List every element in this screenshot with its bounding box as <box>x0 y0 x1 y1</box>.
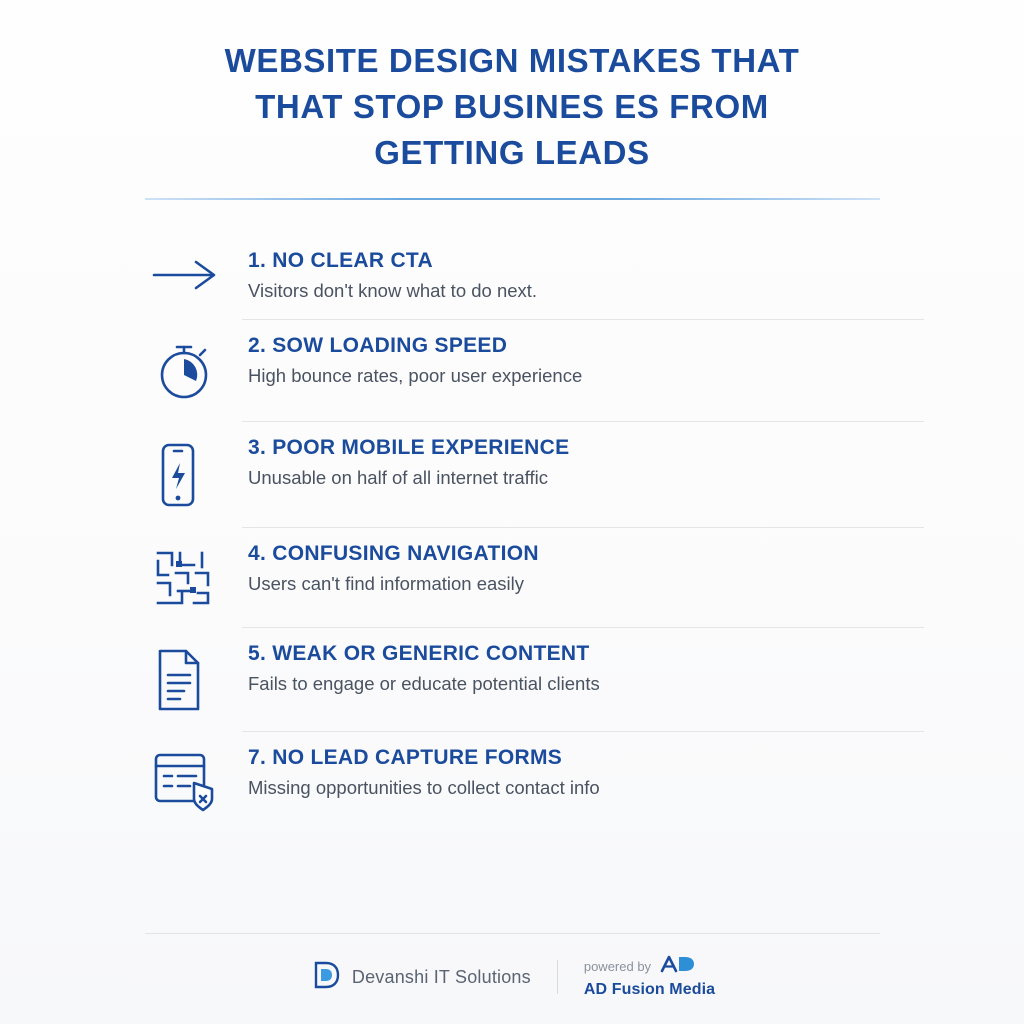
list-item-title: 5. WEAK OR GENERIC CONTENT <box>248 642 590 665</box>
list-item-desc: Fails to engage or educate potential clients <box>248 673 600 694</box>
list-item-desc: Visitors don't know what to do next. <box>248 280 538 301</box>
ad-logo <box>659 954 699 980</box>
powered-by-name: AD Fusion Media <box>583 981 716 998</box>
list-item-desc: Missing opportunities to collect contact info <box>248 777 600 798</box>
page-title-line-1: WEBSITE DESIGN MISTAKES THAT <box>224 42 800 79</box>
maze-icon <box>150 541 242 611</box>
list-item <box>150 627 928 731</box>
page-title-line-2: THAT STOP BUSINES ES FROM <box>255 88 769 125</box>
list-item-title: 3. POOR MOBILE EXPERIENCE <box>248 436 570 459</box>
mobile-phone-icon <box>150 435 242 511</box>
title-divider <box>145 198 880 200</box>
devanshi-d-logo <box>309 958 343 997</box>
list-item-title: 2. SOW LOADING SPEED <box>248 334 508 357</box>
brand-block <box>309 958 531 997</box>
footer-divider <box>145 933 880 934</box>
list-item-title: 1. NO CLEAR CTA <box>248 249 433 272</box>
page-title-line-3: GETTING LEADS <box>374 134 650 171</box>
list-item <box>150 421 928 527</box>
list-item <box>150 731 928 831</box>
mistakes-list <box>0 234 1024 831</box>
list-item <box>150 234 928 319</box>
stopwatch-icon <box>150 333 242 405</box>
powered-by-label: powered by <box>583 958 652 974</box>
title-block <box>0 0 1024 200</box>
list-item-desc: Users can't find information easily <box>248 573 525 594</box>
brand-name: Devanshi IT Solutions <box>351 966 531 987</box>
document-icon <box>150 641 242 715</box>
list-item-desc: High bounce rates, poor user experience <box>248 365 583 386</box>
list-item <box>150 527 928 627</box>
list-item-desc: Unusable on half of all internet traffic <box>248 467 548 488</box>
form-shield-icon <box>150 745 242 815</box>
list-item-title: 4. CONFUSING NAVIGATION <box>248 542 539 565</box>
list-item <box>150 319 928 421</box>
footer-vertical-divider <box>557 960 558 994</box>
list-item-title: 7. NO LEAD CAPTURE FORMS <box>248 746 563 769</box>
powered-by-block <box>584 954 715 1000</box>
arrow-right-icon <box>150 248 242 298</box>
footer <box>0 933 1024 1000</box>
